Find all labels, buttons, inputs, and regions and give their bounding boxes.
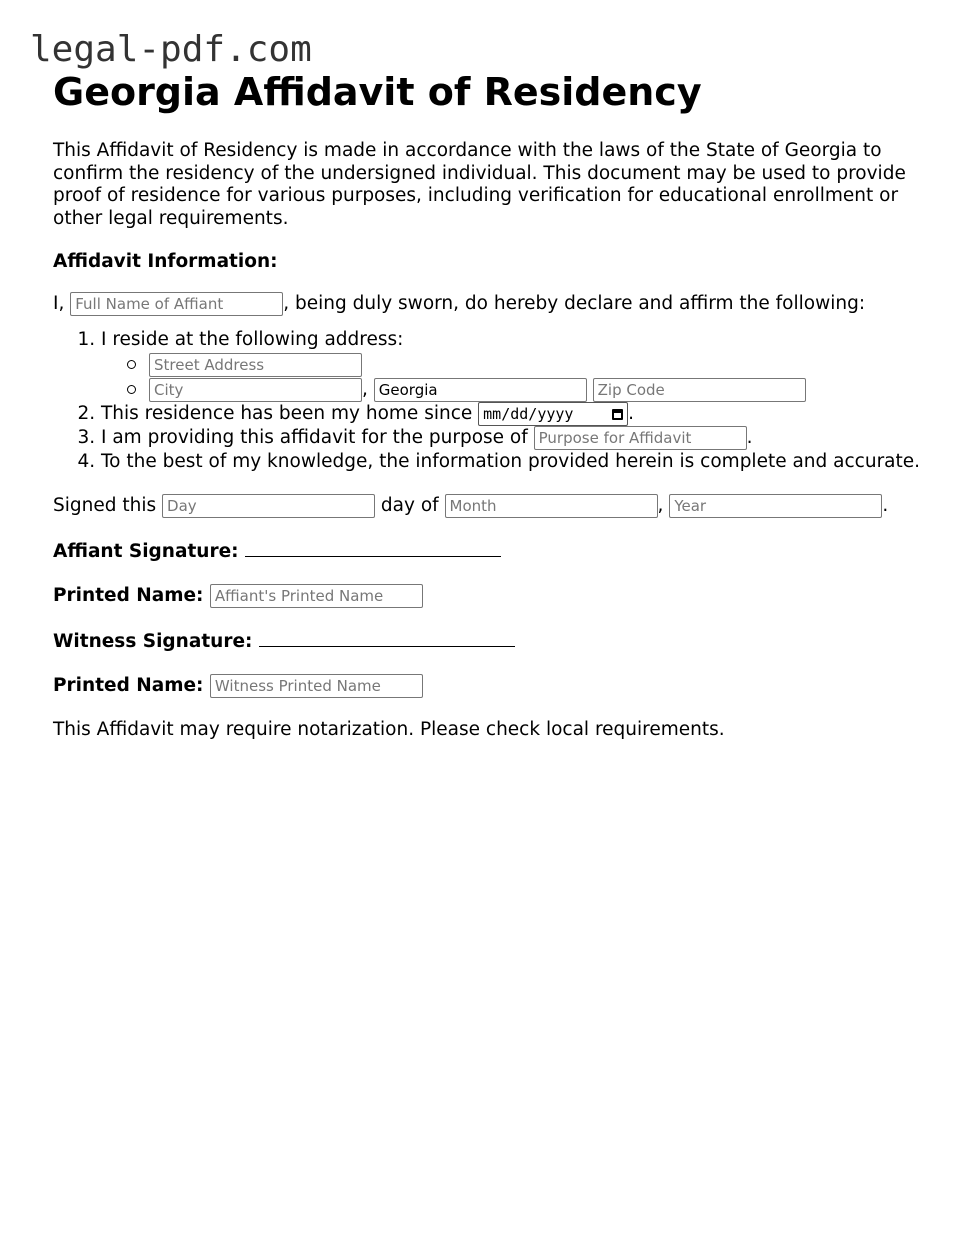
witness-signature-label: Witness Signature: — [53, 631, 253, 652]
address-list — [101, 352, 933, 402]
witness-printed-name-input[interactable] — [210, 674, 423, 698]
section-heading: Affidavit Information: — [53, 251, 278, 272]
affiant-printed-name-input[interactable] — [210, 584, 423, 608]
witness-printed-name-label: Printed Name: — [53, 675, 204, 696]
witness-signature-line — [53, 628, 933, 654]
printed-name-label: Printed Name: — [53, 585, 204, 606]
year-input[interactable] — [669, 494, 882, 518]
list-item — [101, 328, 933, 402]
item2-text: This residence has been my home since — [101, 403, 473, 424]
bullet-icon — [127, 360, 136, 369]
item3-text: I am providing this affidavit for the purpose of — [101, 427, 528, 448]
watermark: legal-pdf.com — [30, 29, 312, 70]
affiant-printed-line — [53, 584, 933, 608]
affiant-signature-blank[interactable] — [245, 538, 501, 557]
signed-line: Signed this Day day of Month , Year . — [53, 494, 933, 518]
page-title: Georgia Affidavit of Residency — [53, 70, 702, 114]
declaration-list — [53, 328, 933, 474]
notarization-note: This Affidavit may require notarization. Please check local requirements. — [53, 719, 725, 740]
city-input[interactable] — [149, 378, 362, 402]
declaration-prefix: I, — [53, 293, 65, 314]
declaration-line — [53, 292, 933, 316]
address-row: City , Georgia Zip Code — [123, 377, 933, 402]
bullet-icon — [127, 385, 136, 394]
list-item: 3. I am providing this affidavit for the purpose of Purpose for Affidavit . — [101, 426, 933, 450]
affiant-name-input[interactable] — [70, 292, 283, 316]
calendar-icon[interactable] — [612, 409, 623, 420]
address-row — [123, 352, 933, 377]
item4-text: To the best of my knowledge, the information provided herein is complete and accurate. — [101, 451, 921, 472]
residence-date-input[interactable] — [478, 402, 628, 426]
purpose-input[interactable] — [534, 426, 747, 450]
affidavit-form — [53, 68, 933, 742]
affiant-signature-label: Affiant Signature: — [53, 541, 239, 562]
declaration-suffix: , being duly sworn, do hereby declare and affirm the following: — [283, 293, 866, 314]
affiant-signature-line — [53, 538, 933, 564]
zip-code-input[interactable] — [593, 378, 806, 402]
witness-signature-blank[interactable] — [259, 628, 515, 647]
signed-middle: day of — [380, 495, 439, 516]
date-placeholder: mm/dd/yyyy — [483, 405, 574, 423]
list-item — [101, 450, 933, 474]
list-item: 2. This residence has been my home since mm/dd/yyyy . — [101, 402, 933, 426]
intro-paragraph: This Affidavit of Residency is made in accordance with the laws of the State of Georgia to confirm the residency of the undersigned individual. This document may be used to provide proof of residence for various purposes, including verification for educational enrollment or other legal requirements. — [53, 140, 906, 229]
month-input[interactable] — [445, 494, 658, 518]
signed-prefix: Signed this — [53, 495, 157, 516]
street-address-input[interactable] — [149, 353, 362, 377]
state-input[interactable] — [374, 378, 587, 402]
witness-printed-line — [53, 674, 933, 698]
item1-text: I reside at the following address: — [101, 329, 404, 350]
day-input[interactable] — [162, 494, 375, 518]
